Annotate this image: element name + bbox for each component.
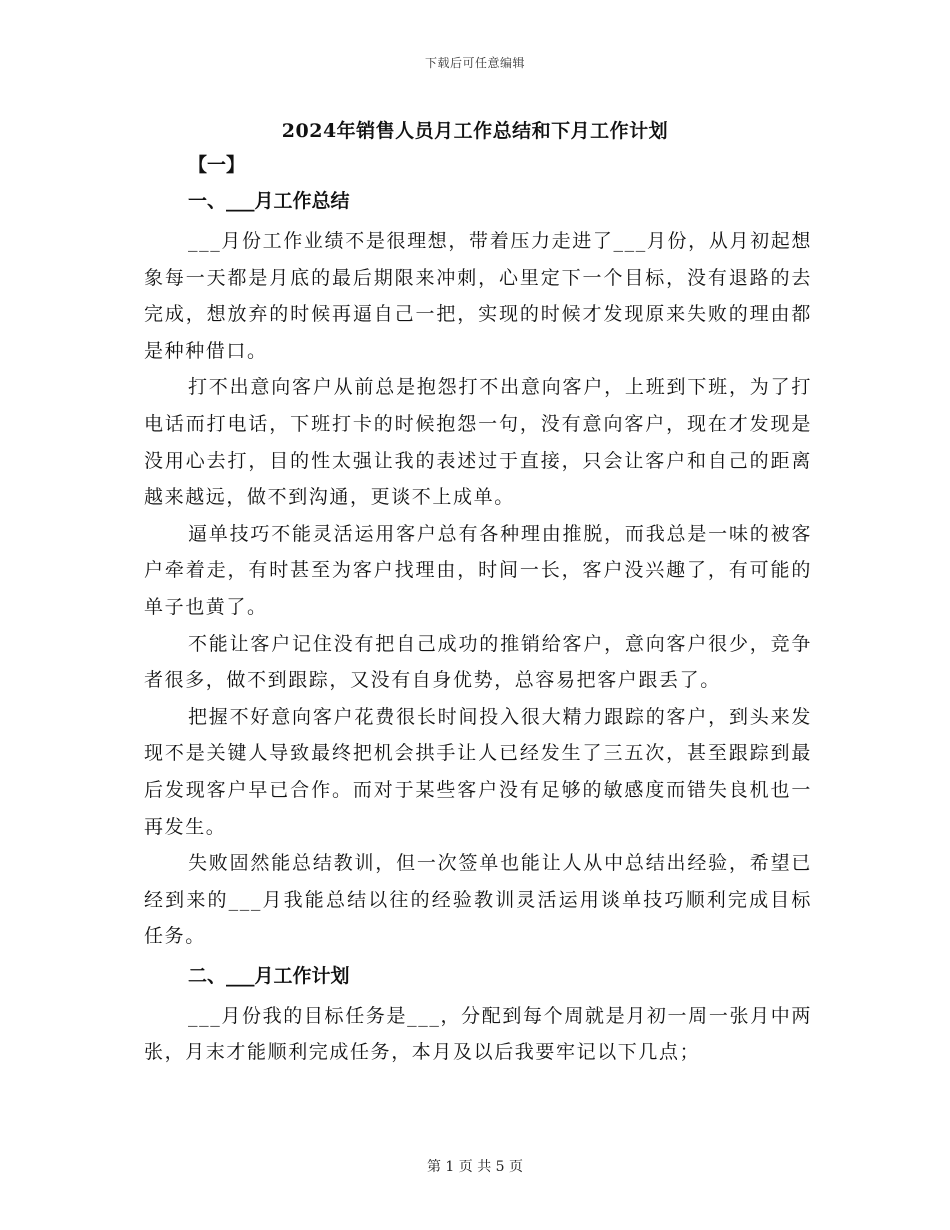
paragraph: 逼单技巧不能灵活运用客户总有各种理由推脱，而我总是一味的被客户牵着走，有时甚至为客户找理由，时间一长，客户没兴趣了，有可能的单子也黄了。 <box>144 522 812 618</box>
section-heading-plan: 二、___月工作计划 <box>188 964 350 987</box>
document-title: 2024年销售人员月工作总结和下月工作计划 <box>281 120 669 142</box>
paragraph: 把握不好意向客户花费很长时间投入很大精力跟踪的客户，到头来发现不是关键人导致最终把机会拱手让人已经发生了三五次，甚至跟踪到最后发现客户早已合作。而对于某些客户没有足够的敏感度而错失良机也一再发生。 <box>144 705 812 838</box>
header-note: 下载后可任意编辑 <box>424 56 525 70</box>
document-body <box>144 184 812 1071</box>
section-heading-summary: 一、___月工作总结 <box>188 190 350 212</box>
section-marker: 【一】 <box>188 154 246 176</box>
paragraph: 不能让客户记住没有把自己成功的推销给客户，意向客户很少，竞争者很多，做不到跟踪，又没有自身优势，总容易把客户跟丢了。 <box>144 632 812 692</box>
paragraph: 打不出意向客户从前总是抱怨打不出意向客户，上班到下班，为了打电话而打电话，下班打卡的时候抱怨一句，没有意向客户，现在才发现是没用心去打，目的性太强让我的表述过于直接，只会让客户和自己的距离越来越远，做不到沟通，更谈不上成单。 <box>144 376 812 509</box>
page-footer: 第 1 页 共 5 页 <box>426 1159 524 1175</box>
paragraph: ___月份我的目标任务是___，分配到每个周就是月初一周一张月中两张，月末才能顺利完成任务，本月及以后我要牢记以下几点； <box>144 1004 812 1064</box>
paragraph: ___月份工作业绩不是很理想，带着压力走进了___月份，从月初起想象每一天都是月底的最后期限来冲刺，心里定下一个目标，没有退路的去完成，想放弃的时候再逼自己一把，实现的时候才发现原来失败的理由都是种种借口。 <box>144 230 812 362</box>
paragraph: 失败固然能总结教训，但一次签单也能让人从中总结出经验，希望已经到来的___月我能总结以往的经验教训灵活运用谈单技巧顺利完成目标任务。 <box>144 852 812 948</box>
